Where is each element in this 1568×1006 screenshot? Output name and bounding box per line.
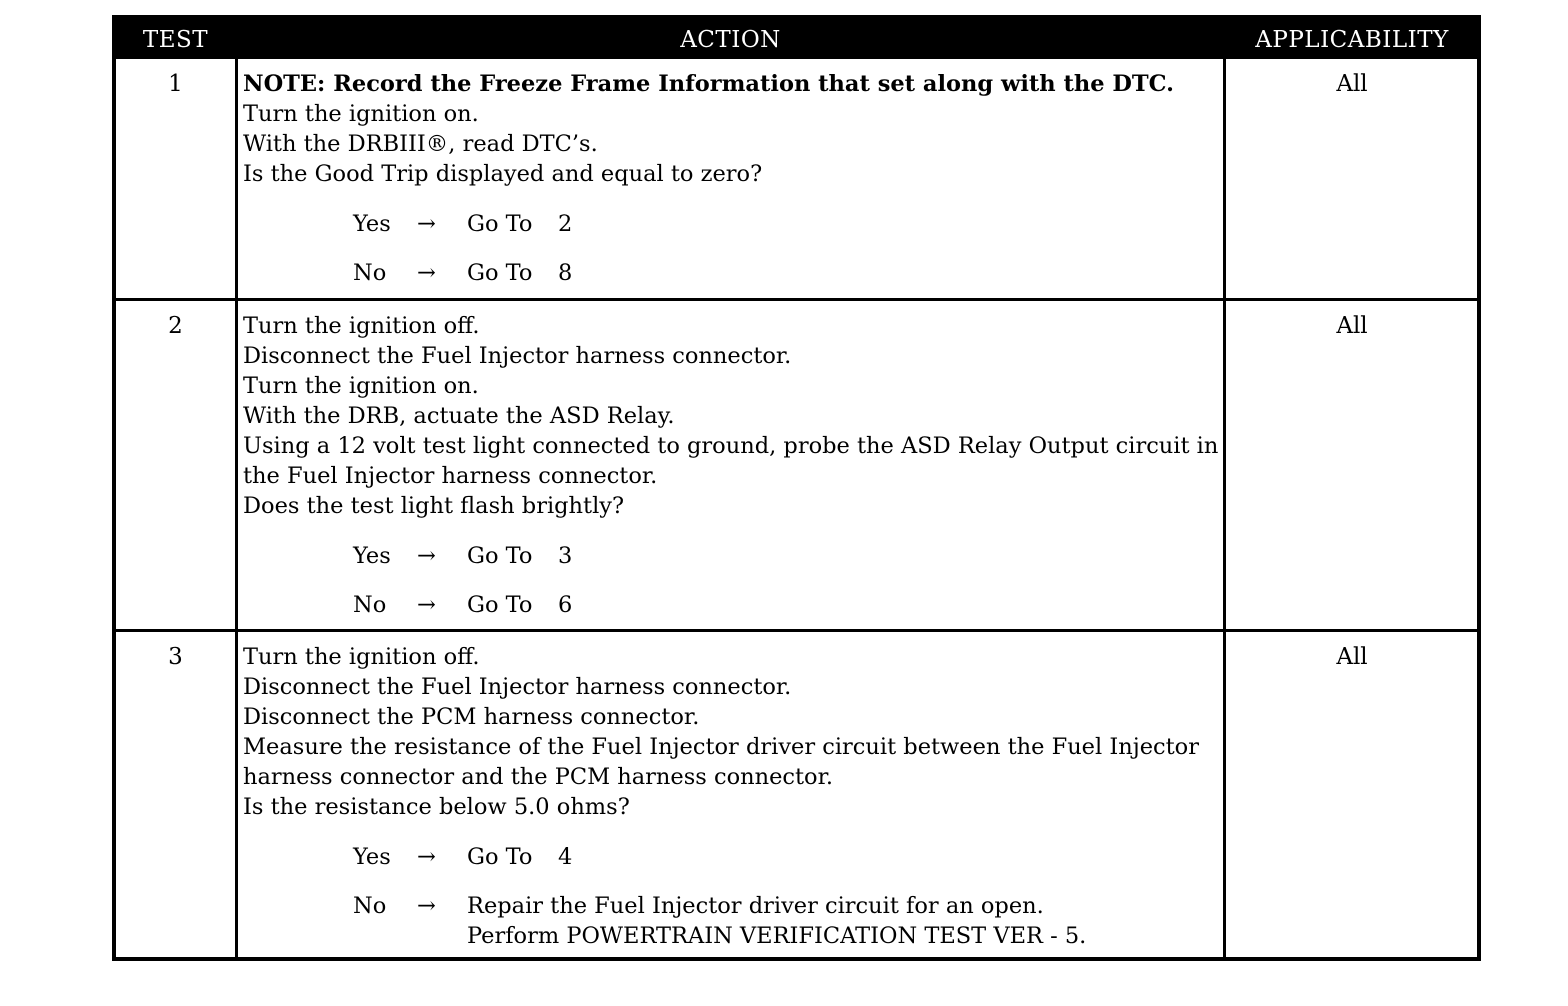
goto-text: Go To (467, 592, 533, 618)
action-text (243, 642, 1228, 822)
arrow-icon: → (417, 543, 436, 569)
answer-no (353, 891, 1113, 951)
test-number: 3 (168, 644, 183, 670)
goto-text: Go To (467, 260, 533, 286)
applicability-value: All (1336, 71, 1368, 97)
header-applicability: APPLICABILITY (1255, 27, 1449, 53)
arrow-icon: → (417, 211, 436, 237)
goto-destination: 2 (558, 211, 573, 237)
action-line: Using a 12 volt test light connected to ground, probe the ASD Relay Output circuit in (243, 433, 1219, 459)
goto-destination: 6 (558, 592, 573, 618)
goto-destination: 8 (558, 260, 573, 286)
table-header (116, 19, 1477, 59)
action-text (243, 69, 1228, 189)
action-line: Turn the ignition off. (243, 313, 480, 339)
table-row (116, 301, 1477, 629)
answer-label: Yes (353, 844, 391, 870)
repair-instructions (467, 891, 1086, 951)
action-line: Measure the resistance of the Fuel Injector driver circuit between the Fuel Injector (243, 734, 1199, 760)
goto-text: Go To (467, 543, 533, 569)
table-row (116, 632, 1477, 957)
arrow-icon: → (417, 260, 436, 286)
action-line: harness connector and the PCM harness connector. (243, 764, 834, 790)
action-line: Disconnect the Fuel Injector harness connector. (243, 343, 792, 369)
action-line: With the DRBIII®, read DTC’s. (243, 131, 598, 157)
applicability-value: All (1336, 644, 1368, 670)
action-line: With the DRB, actuate the ASD Relay. (243, 403, 675, 429)
action-line: Is the resistance below 5.0 ohms? (243, 794, 630, 820)
goto-text: Go To (467, 844, 533, 870)
action-line: the Fuel Injector harness connector. (243, 463, 658, 489)
test-number: 1 (168, 71, 183, 97)
answer-label: No (353, 592, 387, 618)
action-line: Disconnect the PCM harness connector. (243, 704, 700, 730)
answer-label: No (353, 260, 387, 286)
action-text (243, 311, 1228, 521)
goto-text: Go To (467, 211, 533, 237)
repair-text: Repair the Fuel Injector driver circuit for an open. (467, 893, 1044, 919)
answer-label: Yes (353, 543, 391, 569)
goto-destination: 3 (558, 543, 573, 569)
test-number: 2 (168, 313, 183, 339)
arrow-icon: → (417, 592, 436, 618)
answer-label: No (353, 893, 387, 919)
table-row (116, 59, 1477, 298)
header-test: TEST (142, 27, 209, 53)
action-line: Turn the ignition on. (243, 101, 479, 127)
action-line: Turn the ignition on. (243, 373, 479, 399)
action-line: Disconnect the Fuel Injector harness connector. (243, 674, 792, 700)
action-line: Does the test light flash brightly? (243, 493, 625, 519)
applicability-value: All (1336, 313, 1368, 339)
header-action: ACTION (680, 27, 781, 53)
diagnostic-test-table (112, 15, 1481, 961)
goto-destination: 4 (558, 844, 573, 870)
perform-text: Perform POWERTRAIN VERIFICATION TEST VER - 5. (467, 923, 1087, 949)
arrow-icon: → (417, 844, 436, 870)
note-text: NOTE: Record the Freeze Frame Information that set along with the DTC. (243, 71, 1174, 97)
action-line: Turn the ignition off. (243, 644, 480, 670)
arrow-icon: → (417, 893, 436, 919)
action-line: Is the Good Trip displayed and equal to zero? (243, 161, 763, 187)
answer-label: Yes (353, 211, 391, 237)
